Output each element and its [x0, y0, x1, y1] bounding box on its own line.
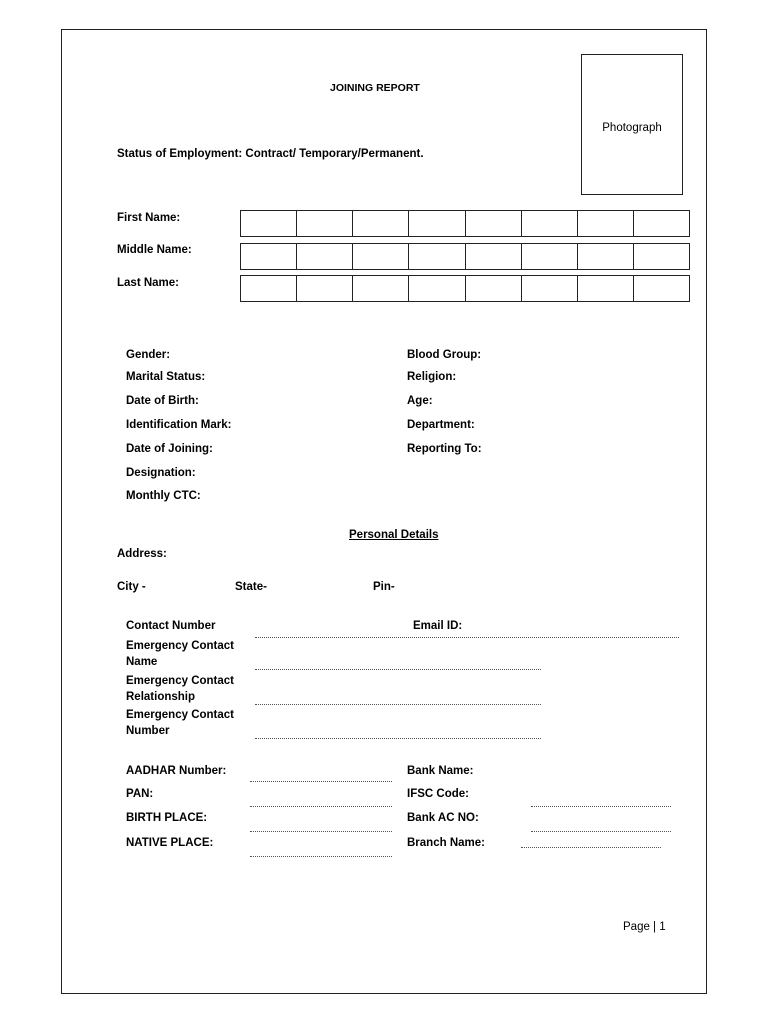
photograph-box — [581, 54, 683, 195]
ifsc-code-line[interactable] — [531, 806, 671, 807]
emergency-relationship-label-2: Relationship — [126, 691, 196, 703]
state-label: State- — [235, 581, 267, 593]
bank-ac-no-label: Bank AC NO: — [407, 812, 479, 824]
identification-mark-label: Identification Mark: — [126, 419, 232, 431]
photograph-label: Photograph — [602, 122, 662, 134]
bank-ac-no-line[interactable] — [531, 831, 671, 832]
pan-line[interactable] — [250, 806, 392, 807]
emergency-number-label-2: Number — [126, 725, 170, 737]
pin-label: Pin- — [373, 581, 395, 593]
date-of-joining-label: Date of Joining: — [126, 443, 213, 455]
middle-name-boxes[interactable] — [240, 243, 690, 270]
marital-status-label: Marital Status: — [126, 371, 206, 383]
address-label: Address: — [117, 548, 167, 560]
personal-details-heading: Personal Details — [349, 529, 439, 541]
first-name-label: First Name: — [117, 212, 181, 224]
bank-name-label: Bank Name: — [407, 765, 474, 777]
branch-name-label: Branch Name: — [407, 837, 485, 849]
page-number: Page | 1 — [623, 921, 666, 933]
aadhar-label: AADHAR Number: — [126, 765, 227, 777]
age-label: Age: — [407, 395, 433, 407]
last-name-label: Last Name: — [117, 277, 179, 289]
contact-number-label: Contact Number — [126, 620, 216, 632]
birth-place-label: BIRTH PLACE: — [126, 812, 208, 824]
religion-label: Religion: — [407, 371, 457, 383]
date-of-birth-label: Date of Birth: — [126, 395, 199, 407]
first-name-boxes[interactable] — [240, 210, 690, 237]
aadhar-line[interactable] — [250, 781, 392, 782]
email-id-label: Email ID: — [413, 620, 463, 632]
contact-email-line[interactable] — [255, 637, 679, 638]
gender-label: Gender: — [126, 349, 171, 361]
employment-status: Status of Employment: Contract/ Temporary/Permanent. — [117, 148, 424, 160]
ifsc-code-label: IFSC Code: — [407, 788, 469, 800]
monthly-ctc-label: Monthly CTC: — [126, 490, 201, 502]
document-title: JOINING REPORT — [330, 82, 420, 94]
emergency-name-label-1: Emergency Contact — [126, 640, 235, 652]
emergency-relationship-line[interactable] — [255, 704, 541, 705]
emergency-number-label-1: Emergency Contact — [126, 709, 235, 721]
blood-group-label: Blood Group: — [407, 349, 482, 361]
emergency-number-line[interactable] — [255, 738, 541, 739]
emergency-name-label-2: Name — [126, 656, 158, 668]
branch-name-line[interactable] — [521, 847, 661, 848]
middle-name-label: Middle Name: — [117, 244, 192, 256]
emergency-name-line[interactable] — [255, 669, 541, 670]
city-label: City - — [117, 581, 146, 593]
native-place-label: NATIVE PLACE: — [126, 837, 214, 849]
designation-label: Designation: — [126, 467, 196, 479]
pan-label: PAN: — [126, 788, 154, 800]
reporting-to-label: Reporting To: — [407, 443, 482, 455]
last-name-boxes[interactable] — [240, 275, 690, 302]
emergency-relationship-label-1: Emergency Contact — [126, 675, 235, 687]
birth-place-line[interactable] — [250, 831, 392, 832]
department-label: Department: — [407, 419, 475, 431]
native-place-line[interactable] — [250, 856, 392, 857]
